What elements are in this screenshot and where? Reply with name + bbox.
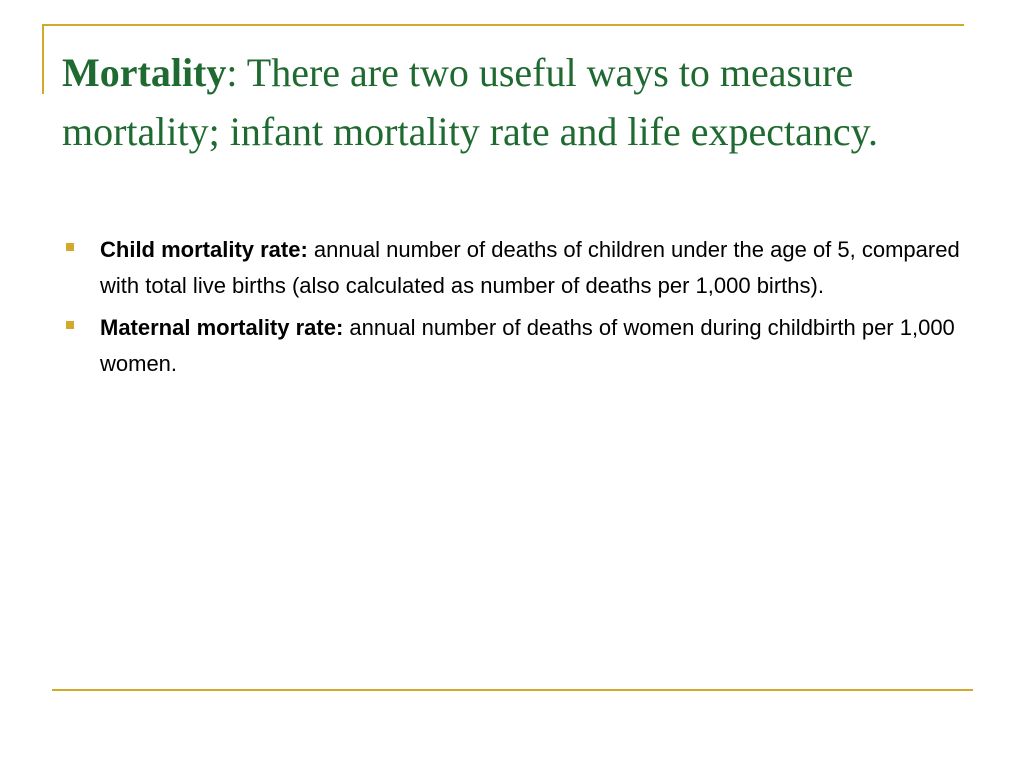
footer-rule [52,689,973,691]
title-frame-top-rule [42,24,964,26]
square-bullet-icon [66,321,74,329]
slide-title-text: : There are two useful ways to measure mortality; infant mortality rate and life expectancy. [62,50,878,154]
slide-title [62,43,962,161]
bullet-item-child-mortality [66,232,966,304]
bullet-term: Maternal mortality rate: [100,315,344,340]
bullet-term: Child mortality rate: [100,237,308,262]
bullet-text: annual number of deaths of children under the age of 5, compared with total live births (also calculated as number of deaths per 1,000 births). [100,237,960,298]
bullet-item-maternal-mortality [66,310,966,382]
title-frame-left-rule [42,24,44,94]
square-bullet-icon [66,243,74,251]
slide-title-term: Mortality [62,50,227,95]
bullet-list [66,232,966,388]
bullet-text: annual number of deaths of women during childbirth per 1,000 women. [100,315,955,376]
